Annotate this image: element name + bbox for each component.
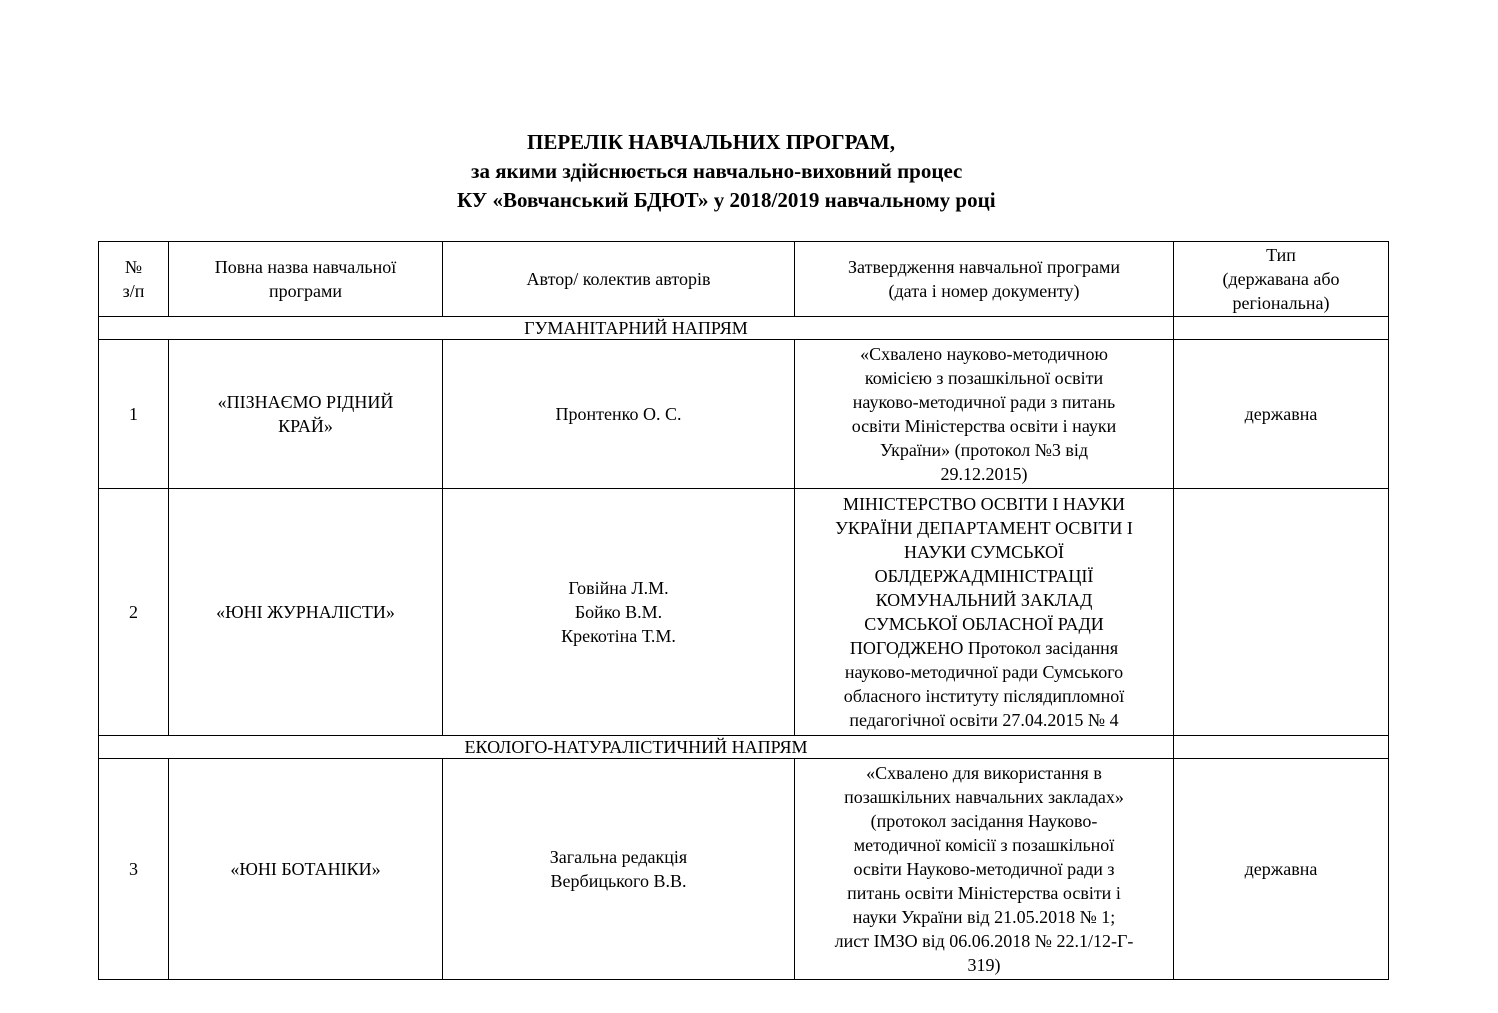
approval-line: науково-методичної ради Сумського	[844, 662, 1124, 682]
row-author	[443, 489, 795, 736]
header-approval	[795, 242, 1174, 317]
header-number-line: з/п	[122, 281, 145, 301]
row-program-name	[169, 759, 443, 980]
approval-line: обласного інституту післядипломної	[843, 686, 1125, 706]
program-name-line: «ЮНІ ЖУРНАЛІСТИ»	[216, 602, 395, 622]
header-number	[99, 242, 169, 317]
section-row	[99, 736, 1389, 759]
author-line: Загальна редакція	[549, 847, 688, 867]
author-line: Пронтенко О. С.	[555, 404, 682, 424]
approval-line: 29.12.2015)	[940, 464, 1028, 484]
section-type-cell	[1174, 736, 1389, 759]
row-program-name	[169, 340, 443, 489]
row-type: державна	[1174, 340, 1389, 489]
header-approval-line: Затвердження навчальної програми	[848, 257, 1120, 277]
header-type-line: Тип	[1266, 245, 1296, 265]
approval-line: УКРАЇНИ ДЕПАРТАМЕНТ ОСВІТИ І	[835, 518, 1133, 538]
approval-line: педагогічної освіти 27.04.2015 № 4	[849, 710, 1119, 730]
row-author	[443, 759, 795, 980]
approval-line: МІНІСТЕРСТВО ОСВІТИ І НАУКИ	[842, 494, 1126, 514]
row-number: 3	[99, 759, 169, 980]
section-type-cell	[1174, 317, 1389, 340]
row-type	[1174, 489, 1389, 736]
section-row	[99, 317, 1389, 340]
table-row	[99, 759, 1389, 980]
approval-line: комісією з позашкільної освіти	[864, 368, 1104, 388]
program-name-line: «ЮНІ БОТАНІКИ»	[230, 859, 381, 879]
approval-line: позашкільних навчальних закладах»	[844, 787, 1124, 807]
approval-line: НАУКИ СУМСЬКОЇ	[903, 542, 1065, 562]
header-type	[1174, 242, 1389, 317]
approval-line: ПОГОДЖЕНО Протокол засідання	[849, 638, 1119, 658]
approval-line: науково-методичної ради з питань	[852, 392, 1116, 412]
approval-line: освіти Науково-методичної ради з	[853, 859, 1115, 879]
row-number: 1	[99, 340, 169, 489]
program-name-line: КРАЙ»	[278, 416, 333, 436]
approval-line: «Схвалено для використання в	[866, 763, 1102, 783]
title-line-1: ПЕРЕЛІК НАВЧАЛЬНИХ ПРОГРАМ,	[527, 130, 895, 154]
header-program-name-line: програми	[268, 281, 343, 301]
header-number-line: №	[124, 257, 143, 277]
section-title: ГУМАНІТАРНИЙ НАПРЯМ	[99, 317, 1174, 340]
approval-line: ОБЛДЕРЖАДМІНІСТРАЦІЇ	[874, 566, 1094, 586]
approval-line: (протокол засідання Науково-	[870, 811, 1098, 831]
row-program-name	[169, 489, 443, 736]
title-line-3: КУ «Вовчанський БДЮТ» у 2018/2019 навчальному році	[457, 188, 996, 212]
header-type-line: регіональна)	[1232, 293, 1330, 313]
header-type-line: (державана або	[1222, 269, 1340, 289]
author-line: Говійна Л.М.	[568, 578, 669, 598]
row-approval	[795, 340, 1174, 489]
row-type: державна	[1174, 759, 1389, 980]
approval-line: методичної комісії з позашкільної	[853, 835, 1115, 855]
row-author	[443, 340, 795, 489]
table-header-row	[99, 242, 1389, 317]
approval-line: України» (протокол №3 від	[879, 440, 1089, 460]
author-line: Бойко В.М.	[574, 602, 663, 622]
approval-line: 319)	[967, 955, 1001, 975]
table-row	[99, 489, 1389, 736]
author-line: Крекотіна Т.М.	[561, 626, 676, 646]
section-title: ЕКОЛОГО-НАТУРАЛІСТИЧНИЙ НАПРЯМ	[99, 736, 1174, 759]
approval-line: КОМУНАЛЬНИЙ ЗАКЛАД	[875, 590, 1093, 610]
approval-line: «Схвалено науково-методичною	[860, 344, 1108, 364]
programs-table	[98, 241, 1389, 980]
program-name-line: «ПІЗНАЄМО РІДНИЙ	[217, 392, 394, 412]
header-program-name	[169, 242, 443, 317]
table-row	[99, 340, 1389, 489]
header-program-name-line: Повна назва навчальної	[214, 257, 397, 277]
row-number: 2	[99, 489, 169, 736]
row-approval	[795, 489, 1174, 736]
approval-line: СУМСЬКОЇ ОБЛАСНОЇ РАДИ	[864, 614, 1104, 634]
approval-line: освіти Міністерства освіти і науки	[851, 416, 1117, 436]
row-approval	[795, 759, 1174, 980]
approval-line: лист ІМЗО від 06.06.2018 № 22.1/12-Г-	[834, 931, 1134, 951]
approval-line: науки України від 21.05.2018 № 1;	[852, 907, 1116, 927]
title-line-2: за якими здійснюється навчально-виховний процес	[471, 159, 963, 183]
author-line: Вербицького В.В.	[550, 871, 687, 891]
header-author: Автор/ колектив авторів	[443, 242, 795, 317]
approval-line: питань освіти Міністерства освіти і	[847, 883, 1121, 903]
header-approval-line: (дата і номер документу)	[888, 281, 1080, 301]
